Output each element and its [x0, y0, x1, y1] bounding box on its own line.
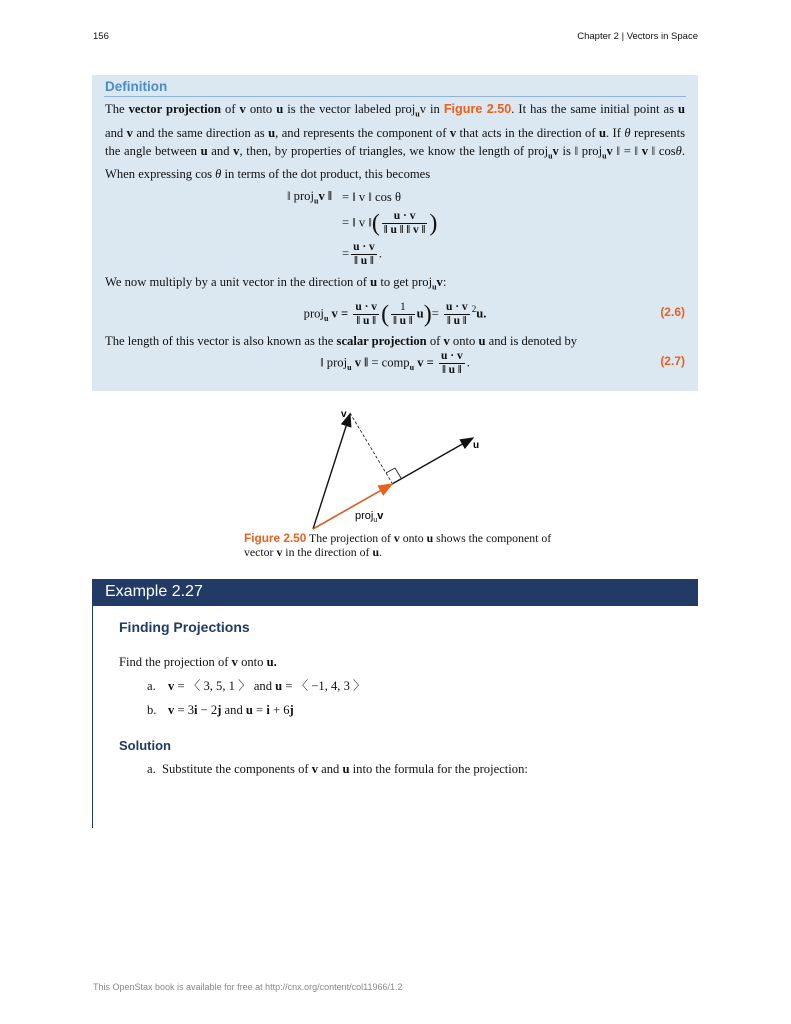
- text-segment: v: [231, 654, 238, 669]
- text-segment: u: [548, 151, 553, 161]
- text-segment: Substitute the components of: [162, 761, 312, 776]
- text-segment: in terms of the dot product, this becomes: [221, 167, 431, 182]
- text-segment: u: [426, 530, 434, 545]
- page-content: [92, 75, 698, 828]
- definition-paragraph-3: [105, 332, 685, 350]
- item-marker: a.: [147, 761, 156, 776]
- definition-paragraph-2: [105, 273, 685, 297]
- text-segment: − 2: [197, 702, 218, 717]
- frac-num: 1: [391, 301, 415, 315]
- text-segment: u: [372, 544, 379, 559]
- eq-lhs: ‖ proj: [287, 188, 314, 203]
- text-segment: u: [276, 102, 284, 116]
- definition-paragraph: [105, 100, 685, 183]
- text-segment: onto: [399, 530, 427, 545]
- text-segment: and: [318, 761, 343, 776]
- frac-num: u · v: [445, 300, 468, 313]
- text-segment: u: [245, 702, 253, 717]
- equation-2-6: proj$_u$ v = $\frac{u \cdot v}{‖ u ‖}$ ( $\frac{1}{‖ u ‖}$ u)= $\frac{u \cdot v}{‖ u ‖}$ $^2$u. (2.6): [303, 300, 685, 328]
- text-segment: u: [275, 678, 283, 693]
- text-segment: v: [443, 333, 450, 348]
- equation-number-2-6: (2.6): [660, 304, 685, 319]
- figure-link[interactable]: Figure 2.50: [443, 102, 512, 116]
- label-proj-v: v: [377, 509, 384, 522]
- eq-row2: = ‖ v ‖( $\frac{u \cdot v}{‖ u ‖ ‖ v ‖}$ ): [341, 209, 438, 237]
- frac-den: ‖ u ‖: [356, 314, 376, 327]
- text-segment: , then, by properties of triangles, we know the length of: [239, 143, 528, 158]
- text-segment: .: [379, 544, 382, 559]
- eq-sub: u: [347, 362, 352, 372]
- text-segment: u: [268, 125, 276, 140]
- eq-comp: = comp: [371, 354, 410, 369]
- item-marker: b.: [147, 702, 157, 717]
- example-number: Example 2.27: [105, 582, 203, 600]
- text-segment: v: [233, 143, 240, 158]
- text-segment: v: [239, 102, 246, 116]
- text-segment: u: [370, 275, 378, 290]
- item-marker: a.: [147, 678, 156, 693]
- projection-figure: [92, 401, 698, 531]
- text-segment: The length of this vector is also known as the: [105, 333, 337, 348]
- text-segment: v: [552, 143, 559, 158]
- frac-num: u · v: [355, 300, 378, 313]
- text-segment: , and represents the component of: [275, 125, 450, 140]
- example-body: [92, 606, 698, 828]
- text-segment: shows the component of vector: [244, 530, 552, 559]
- example-item-a: [147, 677, 698, 695]
- frac-num: u · v: [441, 349, 463, 362]
- example-prompt: [119, 653, 698, 671]
- eq-sub: u: [323, 313, 329, 323]
- frac-den: ‖ u ‖: [447, 314, 467, 327]
- text-segment: v: [276, 544, 283, 559]
- text-segment: =: [252, 702, 267, 717]
- footer: This OpenStax book is available for free at http://cnx.org/content/col11966/1.2: [93, 982, 403, 992]
- text-segment: and: [105, 125, 127, 140]
- eq-mid-v: v =: [417, 354, 434, 369]
- text-segment: i: [194, 702, 198, 717]
- text-segment: j: [289, 702, 294, 717]
- eq-period: .: [378, 245, 382, 260]
- text-segment: v: [606, 143, 613, 158]
- label-proj: [355, 510, 384, 524]
- chapter-title: Chapter 2 | Vectors in Space: [577, 31, 698, 42]
- label-v: v: [341, 408, 347, 420]
- text-segment: u: [478, 333, 486, 348]
- solution-title: Solution: [119, 737, 171, 753]
- text-segment: ‖ = ‖: [612, 143, 642, 158]
- text-segment: in the direction of: [282, 544, 373, 559]
- text-segment: u: [598, 125, 606, 140]
- text-segment: of: [221, 102, 240, 116]
- eq-u: u.: [476, 305, 487, 320]
- example-title: Finding Projections: [119, 618, 250, 635]
- text-segment: u: [266, 654, 274, 669]
- divider: [104, 96, 686, 97]
- text-segment: v: [168, 702, 175, 717]
- text-segment: is the vector labeled proj: [283, 102, 416, 116]
- text-segment: u: [678, 102, 686, 116]
- frac-den: ‖ u ‖: [393, 314, 413, 327]
- exponent: 2: [471, 303, 477, 314]
- text-segment: j: [217, 702, 222, 717]
- eq-period: .: [466, 354, 470, 369]
- eq-lhs: ‖ proj: [320, 354, 348, 369]
- text-segment: onto: [449, 333, 479, 348]
- text-segment: vector projection: [128, 102, 221, 116]
- eq-row2-pre: = ‖ v ‖: [341, 214, 372, 229]
- text-segment: u: [415, 109, 420, 119]
- text-segment: v: [393, 530, 400, 545]
- text-segment: represents the angle between: [105, 125, 685, 158]
- dashed-perpendicular: [350, 413, 392, 483]
- item-text: [168, 703, 294, 717]
- item-text: [168, 679, 366, 693]
- text-segment: θ: [624, 125, 631, 140]
- text-segment: and is denoted by: [485, 333, 578, 348]
- text-segment: v: [449, 125, 457, 140]
- label-proj-text: proj: [355, 509, 374, 522]
- text-segment: and: [221, 702, 246, 717]
- projection-diagram: [92, 401, 698, 531]
- text-segment: = 〈 −1, 4, 3 〉: [282, 678, 366, 693]
- eq-equals: =: [431, 305, 439, 320]
- right-angle-marker: [386, 468, 401, 478]
- frac-den: ‖ u ‖: [442, 363, 462, 376]
- eq-lhs-v: v =: [331, 305, 349, 320]
- item-text: [162, 762, 528, 776]
- definition-title: Definition: [105, 79, 168, 94]
- figure-label: Figure 2.50: [244, 530, 307, 545]
- eq-sub: u: [409, 362, 415, 372]
- text-segment: proj: [527, 143, 549, 158]
- text-segment: u: [200, 143, 208, 158]
- text-segment: .: [273, 654, 277, 669]
- text-segment: ‖ cos: [647, 143, 676, 158]
- text-segment: + 6: [269, 702, 290, 717]
- text-segment: θ: [675, 143, 682, 158]
- eq-row3: [342, 239, 437, 269]
- eq-lhs-v: v ‖: [318, 188, 332, 203]
- equation-2-7: [105, 350, 685, 377]
- text-segment: v: [641, 143, 648, 158]
- text-segment: . If: [605, 125, 625, 140]
- text-segment: and the same direction as: [132, 125, 269, 140]
- frac-num: u · v: [382, 210, 427, 224]
- text-segment: that acts in the direction of: [456, 125, 599, 140]
- text-segment: v: [126, 125, 133, 140]
- eq-sub: u: [313, 196, 319, 206]
- text-segment: v in: [419, 102, 444, 116]
- page-number: 156: [93, 31, 109, 42]
- text-segment: .: [681, 143, 685, 158]
- label-u: u: [473, 439, 480, 451]
- text-segment: u: [602, 151, 607, 161]
- eq-lhs: proj: [303, 305, 324, 320]
- eq-row1: = ‖ v ‖ cos θ: [341, 189, 402, 204]
- text-segment: v: [168, 678, 175, 693]
- text-segment: v: [311, 761, 319, 776]
- frac-den: ‖ u ‖ ‖ v ‖: [383, 223, 426, 236]
- text-segment: and: [207, 143, 234, 158]
- text-segment: v: [436, 275, 443, 290]
- text-segment: i: [266, 702, 270, 717]
- text-segment: into the formula for the projection:: [349, 761, 528, 776]
- text-segment: onto: [237, 654, 267, 669]
- definition-box: [92, 75, 698, 391]
- text-segment: of: [426, 333, 444, 348]
- text-segment: . It has the same initial point as: [511, 102, 679, 116]
- text-segment: When expressing cos: [105, 167, 216, 182]
- text-segment: = 〈 3, 5, 1 〉 and: [174, 678, 276, 693]
- frac-den: ‖ u ‖: [354, 254, 374, 267]
- label-proj-sub: u: [373, 516, 378, 524]
- text-segment: u: [432, 282, 437, 292]
- text-segment: u: [342, 761, 350, 776]
- text-segment: We now multiply by a unit vector in the direction of: [105, 275, 371, 290]
- text-segment: onto: [245, 102, 277, 116]
- text-segment: The projection of: [306, 530, 394, 545]
- text-segment: θ: [215, 167, 222, 182]
- text-segment: = 3: [174, 702, 194, 717]
- example-header: [92, 579, 698, 606]
- figure-caption: [244, 531, 574, 559]
- text-segment: :: [442, 275, 447, 290]
- equation-norm-proj: [287, 187, 437, 269]
- frac-num: u · v: [353, 240, 375, 253]
- text-segment: to get proj: [377, 275, 433, 290]
- text-segment: Find the projection of: [119, 654, 232, 669]
- eq-u: u: [416, 305, 424, 320]
- eq-lhs-cell: [287, 187, 342, 207]
- equation-number-2-7: (2.7): [660, 353, 685, 368]
- text-segment: is ‖ proj: [558, 143, 603, 158]
- text-segment: The: [105, 102, 129, 116]
- eq-row3-pre: =: [341, 245, 350, 260]
- example-item-b: [147, 701, 698, 719]
- eq-lhs-v: v ‖: [354, 354, 369, 369]
- text-segment: scalar projection: [336, 333, 427, 348]
- solution-item-a: [147, 760, 698, 778]
